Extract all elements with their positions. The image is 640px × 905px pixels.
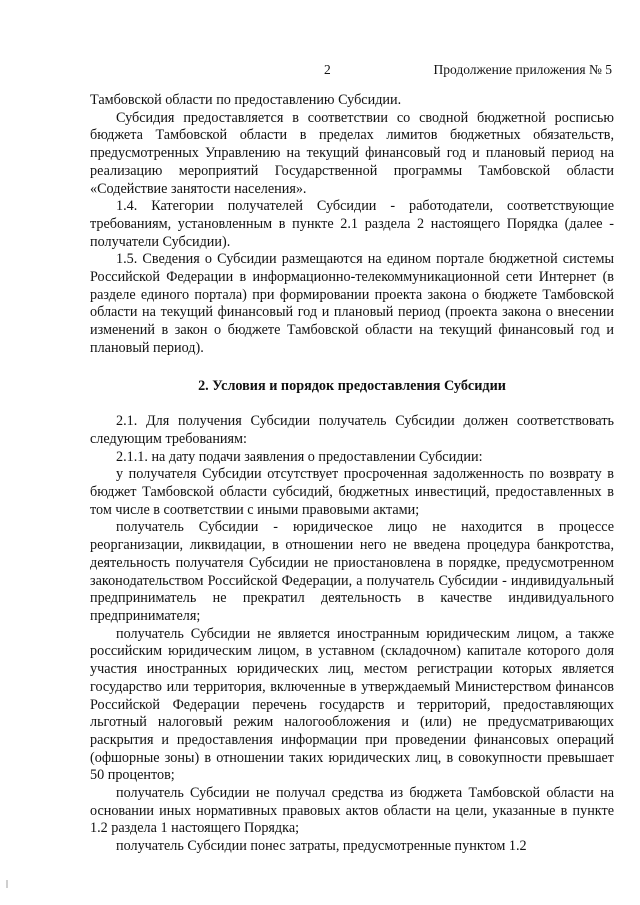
requirement-incurred-costs: получатель Субсидии понес затраты, предусмотренные пунктом 1.2 bbox=[116, 838, 527, 855]
paragraph-1-4-categories: 1.4. Категории получателей Субсидии - работодатели, соответствующие требованиям, установленным в пункте 2.1 раздела 2 настоящего Порядка (далее - получатели Субсидии). bbox=[90, 198, 614, 250]
paragraph-1-5-information: 1.5. Сведения о Субсидии размещаются на едином портале бюджетной системы Российской Федерации в информационно-телекоммуникационной сети Интернет (в разделе единого портала) при формировании проекта закона о бюджете Тамбовской области на текущий финансовый год и плановый период (проекта закона о внесении изменений в закон о бюджете Тамбовской области на текущий финансовый год и плановый период). bbox=[90, 251, 614, 356]
paragraph-2-1-1-date: 2.1.1. на дату подачи заявления о предоставлении Субсидии: bbox=[116, 448, 483, 465]
requirement-no-overdue-debt: у получателя Субсидии отсутствует просроченная задолженность по возврату в бюджет Тамбовской области субсидий, бюджетных инвестиций, предоставленных в том числе в соответствии с иными правовыми актами; bbox=[90, 466, 614, 518]
paragraph-2-1-requirements: 2.1. Для получения Субсидии получатель Субсидии должен соответствовать следующим требованиям: bbox=[90, 413, 614, 447]
appendix-continuation-note: Продолжение приложения № 5 bbox=[433, 62, 612, 77]
requirement-not-in-reorganization: получатель Субсидии - юридическое лицо не находится в процессе реорганизации, ликвидации, в отношении него не введена процедура банкротства, деятельность получателя Субсидии не приостановлена в порядке, предусмотренном законодательством Российской Федерации, а получатель Субсидии - индивидуальный предприниматель не прекратил деятельность в качестве индивидуального предпринимателя; bbox=[90, 519, 614, 624]
requirement-not-foreign-entity: получатель Субсидии не является иностранным юридическим лицом, а также российским юридическим лицом, в уставном (складочном) капитале которого доля участия иностранных юридических лиц, местом регистрации которых является государство или территория, включенные в утверждаемый Министерством финансов Российской Федерации перечень государств и территорий, предоставляющих льготный налоговый режим налогообложения и (или) не предусматривающих раскрытия и предоставления информации при проведении финансовых операций (офшорные зоны) в отношении таких юридических лиц, в совокупности превышает 50 процентов; bbox=[90, 625, 614, 784]
scan-artifact bbox=[6, 880, 8, 888]
page-number: 2 bbox=[324, 62, 331, 77]
paragraph-subsidy-budget: Субсидия предоставляется в соответствии со сводной бюджетной росписью бюджета Тамбовской области в пределах лимитов бюджетных обязательств, предусмотренных Управлению на текущий финансовый год и плановый период на реализацию мероприятий Государственной программы Тамбовской области «Содействие занятости населения». bbox=[90, 109, 614, 197]
requirement-no-other-funds: получатель Субсидии не получал средства из бюджета Тамбовской области на основании иных нормативных правовых актов области на цели, указанные в пункте 1.2 раздела 1 настоящего Порядка; bbox=[90, 785, 614, 837]
page-header bbox=[0, 62, 640, 82]
section-heading: 2. Условия и порядок предоставления Субсидии bbox=[198, 377, 506, 394]
paragraph-continuation: Тамбовской области по предоставлению Субсидии. bbox=[90, 92, 402, 108]
document-body bbox=[90, 92, 614, 856]
